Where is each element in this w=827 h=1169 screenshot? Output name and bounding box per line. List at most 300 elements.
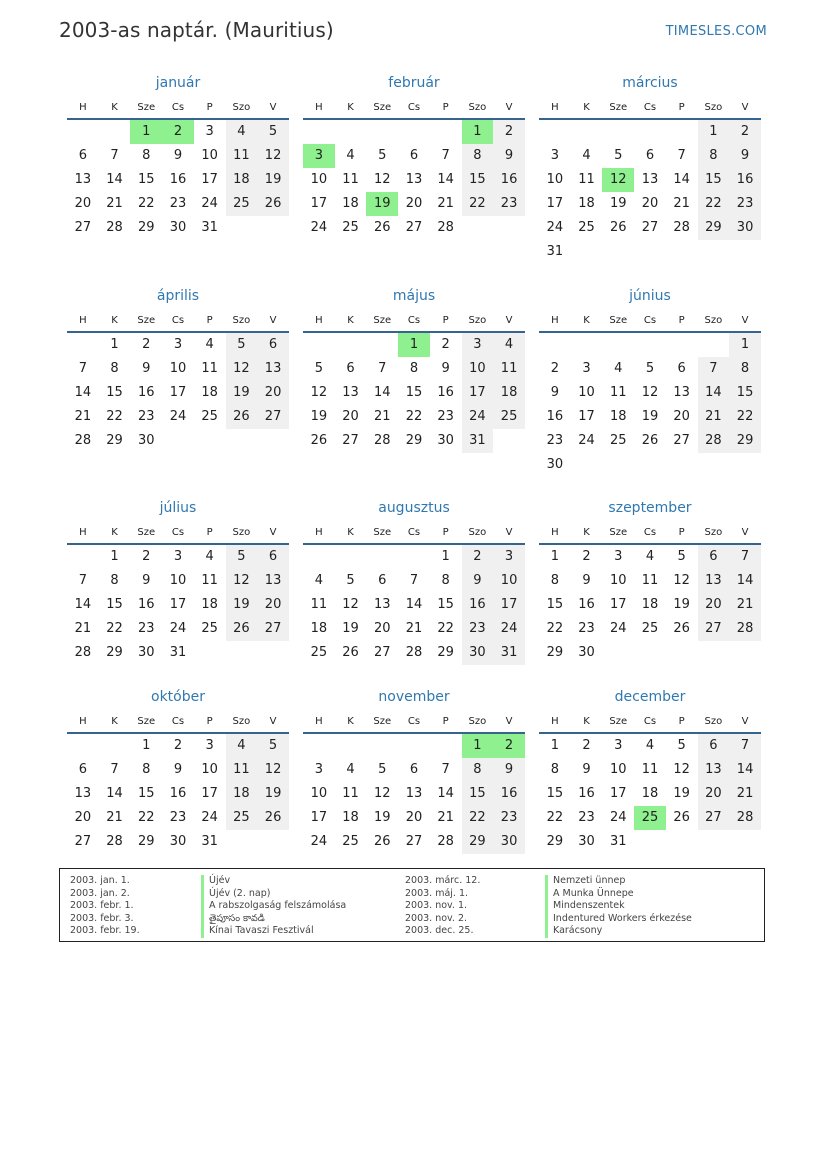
- day-cell: 17: [169, 597, 187, 612]
- empty-day: [430, 734, 462, 758]
- day-cell: 29: [106, 433, 123, 448]
- day-cell: 11: [201, 573, 218, 588]
- day-cell: 19: [673, 597, 690, 612]
- legend-holiday: Indentured Workers érkezése: [545, 913, 692, 926]
- day-cell: 29: [137, 834, 155, 849]
- day-cell: 1: [110, 337, 119, 352]
- weekday-label: H: [315, 101, 323, 113]
- legend-dates-right: [405, 875, 480, 938]
- empty-day: [666, 830, 698, 854]
- legend-date: 2003. jan. 1.: [70, 875, 130, 886]
- weekday-label: K: [111, 526, 118, 538]
- day-cell: 6: [645, 148, 655, 163]
- day-cell: 22: [437, 621, 454, 636]
- day-cell: 5: [614, 148, 623, 163]
- day-cell: 27: [74, 220, 92, 235]
- week-row: [539, 381, 761, 405]
- empty-day: [366, 545, 398, 569]
- week-row: [303, 806, 525, 830]
- weekday-label: Szo: [232, 715, 251, 727]
- empty-day: [571, 333, 603, 357]
- day-cell: 21: [106, 196, 123, 211]
- day-cell: 14: [106, 172, 123, 187]
- day-cell: 16: [137, 597, 155, 612]
- day-cell: 18: [226, 782, 258, 806]
- weekday-label: K: [111, 715, 118, 727]
- day-cell: 23: [578, 810, 595, 825]
- month-calendar: [67, 684, 289, 854]
- day-cell: 7: [729, 734, 761, 758]
- day-cell: 10: [462, 357, 494, 381]
- month-days: [303, 734, 525, 854]
- weekday-label: Sze: [609, 526, 628, 538]
- week-row: [67, 144, 289, 168]
- day-cell: 24: [493, 617, 525, 641]
- day-cell: 12: [602, 168, 634, 192]
- day-cell: 9: [441, 361, 450, 376]
- day-cell: 16: [493, 168, 525, 192]
- day-cell: 16: [546, 409, 564, 424]
- day-cell: 5: [257, 120, 289, 144]
- day-cell: 23: [546, 433, 564, 448]
- empty-day: [99, 120, 131, 144]
- month-days: [539, 333, 761, 477]
- day-cell: 5: [677, 738, 686, 753]
- weekday-label: Cs: [407, 101, 421, 113]
- weekday-header: [303, 96, 525, 120]
- day-cell: 13: [74, 172, 92, 187]
- week-row: [539, 357, 761, 381]
- day-cell: 1: [462, 120, 494, 144]
- day-cell: 26: [641, 433, 659, 448]
- day-cell: 2: [550, 361, 559, 376]
- empty-day: [602, 240, 634, 264]
- day-cell: 30: [462, 641, 494, 665]
- month-name: február: [388, 75, 440, 91]
- week-row: [539, 216, 761, 240]
- empty-day: [194, 641, 226, 665]
- day-cell: 6: [78, 762, 87, 777]
- day-cell: 17: [310, 196, 328, 211]
- day-cell: 29: [546, 834, 564, 849]
- day-cell: 26: [226, 405, 258, 429]
- weekday-label: Sze: [137, 101, 156, 113]
- day-cell: 28: [437, 834, 454, 849]
- month-calendar: [67, 495, 289, 665]
- day-cell: 25: [226, 192, 258, 216]
- day-cell: 10: [310, 172, 328, 187]
- week-row: [303, 405, 525, 429]
- weekday-header: [539, 96, 761, 120]
- weekday-label: Cs: [171, 715, 185, 727]
- day-cell: 16: [578, 597, 595, 612]
- day-cell: 27: [405, 834, 423, 849]
- day-cell: 14: [106, 786, 123, 801]
- day-cell: 2: [162, 120, 194, 144]
- day-cell: 6: [409, 762, 419, 777]
- weekday-header: [67, 521, 289, 545]
- weekday-label: Sze: [373, 314, 392, 326]
- week-row: [303, 192, 525, 216]
- weekday-label: V: [269, 526, 277, 538]
- week-row: [539, 641, 761, 665]
- day-cell: 3: [303, 144, 335, 168]
- empty-day: [698, 830, 730, 854]
- day-cell: 25: [641, 621, 659, 636]
- day-cell: 20: [257, 381, 289, 405]
- day-cell: 18: [226, 168, 258, 192]
- day-cell: 10: [169, 361, 187, 376]
- day-cell: 5: [314, 361, 323, 376]
- weekday-label: V: [505, 526, 513, 538]
- day-cell: 6: [346, 361, 355, 376]
- empty-day: [335, 545, 367, 569]
- day-cell: 17: [493, 593, 525, 617]
- weekday-label: V: [505, 715, 513, 727]
- weekday-label: Sze: [609, 101, 628, 113]
- day-cell: 4: [614, 361, 623, 376]
- day-cell: 9: [142, 361, 151, 376]
- day-cell: 31: [546, 244, 564, 259]
- week-row: [539, 806, 761, 830]
- week-row: [539, 782, 761, 806]
- weekday-label: Cs: [643, 101, 657, 113]
- day-cell: 19: [609, 196, 627, 211]
- week-row: [67, 333, 289, 357]
- weekday-label: Szo: [704, 715, 723, 727]
- day-cell: 27: [405, 220, 423, 235]
- day-cell: 19: [226, 381, 258, 405]
- day-cell: 11: [342, 172, 359, 187]
- day-cell: 26: [226, 617, 258, 641]
- day-cell: 20: [257, 593, 289, 617]
- day-cell: 24: [546, 220, 564, 235]
- day-cell: 25: [310, 645, 328, 660]
- weekday-label: P: [678, 101, 685, 113]
- weekday-label: V: [741, 526, 749, 538]
- empty-day: [194, 429, 226, 453]
- empty-day: [698, 333, 730, 357]
- day-cell: 12: [257, 758, 289, 782]
- weekday-label: Szo: [704, 101, 723, 113]
- empty-day: [257, 830, 289, 854]
- day-cell: 20: [698, 593, 730, 617]
- weekday-label: Sze: [609, 314, 628, 326]
- empty-day: [493, 216, 525, 240]
- day-cell: 15: [546, 597, 564, 612]
- day-cell: 22: [405, 409, 423, 424]
- day-cell: 13: [74, 786, 92, 801]
- month-days: [303, 333, 525, 453]
- day-cell: 6: [409, 148, 419, 163]
- empty-day: [602, 453, 634, 477]
- day-cell: 12: [226, 569, 258, 593]
- day-cell: 29: [106, 645, 123, 660]
- day-cell: 6: [698, 545, 730, 569]
- week-row: [67, 405, 289, 429]
- week-row: [539, 569, 761, 593]
- month-name: március: [622, 75, 678, 91]
- empty-day: [226, 429, 258, 453]
- weekday-label: Szo: [704, 526, 723, 538]
- page-title: 2003-as naptár. (Mauritius): [59, 18, 334, 42]
- week-row: [67, 381, 289, 405]
- day-cell: 12: [373, 786, 391, 801]
- weekday-label: K: [583, 314, 590, 326]
- day-cell: 19: [342, 621, 359, 636]
- week-row: [539, 144, 761, 168]
- day-cell: 14: [74, 597, 92, 612]
- day-cell: 24: [310, 220, 328, 235]
- empty-day: [398, 120, 430, 144]
- weekday-header: [67, 309, 289, 333]
- day-cell: 15: [546, 786, 564, 801]
- week-row: [303, 216, 525, 240]
- day-cell: 12: [673, 762, 690, 777]
- day-cell: 28: [698, 429, 730, 453]
- empty-day: [366, 120, 398, 144]
- day-cell: 19: [673, 786, 690, 801]
- day-cell: 22: [106, 621, 123, 636]
- day-cell: 25: [226, 806, 258, 830]
- day-cell: 9: [173, 762, 183, 777]
- day-cell: 4: [314, 573, 323, 588]
- day-cell: 10: [201, 148, 218, 163]
- day-cell: 20: [405, 196, 423, 211]
- month-days: [67, 734, 289, 854]
- brand-link[interactable]: TIMESLES.COM: [665, 24, 767, 39]
- week-row: [67, 617, 289, 641]
- day-cell: 25: [634, 806, 666, 830]
- month-calendar: [303, 70, 525, 240]
- day-cell: 10: [546, 172, 564, 187]
- weekday-label: Cs: [643, 715, 657, 727]
- day-cell: 19: [257, 782, 289, 806]
- week-row: [303, 429, 525, 453]
- day-cell: 12: [373, 172, 391, 187]
- day-cell: 27: [698, 806, 730, 830]
- day-cell: 13: [698, 569, 730, 593]
- day-cell: 29: [405, 433, 423, 448]
- week-row: [539, 453, 761, 477]
- day-cell: 30: [137, 645, 155, 660]
- day-cell: 16: [169, 786, 187, 801]
- day-cell: 5: [226, 333, 258, 357]
- weekday-header: [303, 309, 525, 333]
- day-cell: 28: [437, 220, 454, 235]
- day-cell: 13: [641, 172, 659, 187]
- weekday-label: K: [347, 526, 354, 538]
- empty-day: [257, 641, 289, 665]
- day-cell: 8: [462, 144, 494, 168]
- day-cell: 19: [257, 168, 289, 192]
- weekday-label: P: [206, 314, 213, 326]
- month-days: [303, 120, 525, 240]
- weekday-label: P: [442, 715, 449, 727]
- day-cell: 26: [673, 621, 690, 636]
- month-days: [67, 120, 289, 240]
- day-cell: 11: [609, 385, 627, 400]
- day-cell: 18: [342, 196, 359, 211]
- day-cell: 24: [578, 433, 595, 448]
- day-cell: 29: [546, 645, 564, 660]
- empty-day: [602, 120, 634, 144]
- day-cell: 30: [169, 834, 187, 849]
- weekday-label: Cs: [407, 715, 421, 727]
- day-cell: 3: [614, 738, 623, 753]
- week-row: [303, 758, 525, 782]
- legend-date: 2003. máj. 1.: [405, 887, 469, 899]
- month-calendar: [67, 70, 289, 240]
- day-cell: 21: [729, 782, 761, 806]
- day-cell: 3: [173, 337, 183, 352]
- day-cell: 1: [398, 333, 430, 357]
- day-cell: 24: [609, 810, 627, 825]
- day-cell: 29: [137, 220, 155, 235]
- day-cell: 8: [550, 573, 559, 588]
- empty-day: [226, 830, 258, 854]
- legend-date: 2003. dec. 25.: [405, 925, 474, 936]
- day-cell: 24: [201, 810, 218, 825]
- day-cell: 13: [698, 758, 730, 782]
- day-cell: 23: [169, 196, 187, 211]
- weekday-label: Sze: [137, 314, 156, 326]
- legend-date: 2003. jan. 2.: [70, 887, 130, 899]
- week-row: [67, 545, 289, 569]
- day-cell: 1: [110, 549, 119, 564]
- day-cell: 28: [405, 645, 423, 660]
- month-name: szeptember: [608, 500, 692, 516]
- day-cell: 7: [110, 148, 119, 163]
- week-row: [303, 168, 525, 192]
- day-cell: 2: [462, 545, 494, 569]
- day-cell: 20: [405, 810, 423, 825]
- day-cell: 11: [641, 573, 659, 588]
- day-cell: 24: [169, 409, 187, 424]
- weekday-label: H: [79, 715, 87, 727]
- day-cell: 23: [493, 806, 525, 830]
- day-cell: 27: [673, 433, 690, 448]
- legend-date: 2003. febr. 19.: [70, 925, 140, 936]
- day-cell: 28: [673, 220, 690, 235]
- week-row: [67, 216, 289, 240]
- legend-holiday: Kínai Tavaszi Fesztivál: [201, 925, 346, 938]
- week-row: [539, 405, 761, 429]
- week-row: [539, 593, 761, 617]
- empty-day: [634, 453, 666, 477]
- week-row: [67, 641, 289, 665]
- weekday-label: Sze: [609, 715, 628, 727]
- day-cell: 27: [74, 834, 92, 849]
- day-cell: 16: [462, 593, 494, 617]
- day-cell: 2: [142, 337, 151, 352]
- legend-names-right: [545, 875, 692, 938]
- week-row: [67, 806, 289, 830]
- weekday-label: H: [315, 715, 323, 727]
- day-cell: 15: [462, 168, 494, 192]
- day-cell: 9: [729, 144, 761, 168]
- day-cell: 13: [373, 597, 391, 612]
- day-cell: 19: [226, 593, 258, 617]
- day-cell: 17: [462, 381, 494, 405]
- weekday-label: P: [442, 101, 449, 113]
- weekday-label: H: [551, 314, 559, 326]
- day-cell: 10: [609, 573, 627, 588]
- empty-day: [462, 216, 494, 240]
- empty-day: [366, 333, 398, 357]
- week-row: [539, 168, 761, 192]
- weekday-label: H: [315, 526, 323, 538]
- day-cell: 10: [578, 385, 595, 400]
- month-name: november: [378, 689, 450, 705]
- day-cell: 20: [673, 409, 690, 424]
- legend-date: 2003. febr. 3.: [70, 912, 134, 924]
- day-cell: 9: [493, 144, 525, 168]
- day-cell: 4: [346, 762, 355, 777]
- day-cell: 3: [462, 333, 494, 357]
- day-cell: 25: [201, 621, 218, 636]
- day-cell: 2: [173, 738, 183, 753]
- day-cell: 9: [173, 148, 183, 163]
- weekday-label: P: [442, 526, 449, 538]
- day-cell: 21: [373, 409, 391, 424]
- week-row: [67, 120, 289, 144]
- weekday-label: H: [315, 314, 323, 326]
- day-cell: 16: [137, 385, 155, 400]
- day-cell: 13: [405, 172, 423, 187]
- day-cell: 18: [201, 597, 218, 612]
- empty-day: [493, 429, 525, 453]
- empty-day: [729, 240, 761, 264]
- day-cell: 21: [74, 621, 92, 636]
- day-cell: 5: [677, 549, 686, 564]
- day-cell: 14: [74, 385, 92, 400]
- day-cell: 22: [137, 810, 155, 825]
- day-cell: 25: [201, 409, 218, 424]
- day-cell: 22: [462, 806, 494, 830]
- day-cell: 1: [550, 738, 559, 753]
- month-days: [67, 545, 289, 665]
- weekday-label: V: [505, 314, 513, 326]
- month-days: [67, 333, 289, 453]
- day-cell: 22: [546, 810, 564, 825]
- week-row: [539, 734, 761, 758]
- day-cell: 21: [437, 810, 454, 825]
- day-cell: 4: [226, 120, 258, 144]
- day-cell: 8: [110, 361, 119, 376]
- weekday-label: Cs: [171, 314, 185, 326]
- day-cell: 14: [729, 758, 761, 782]
- week-row: [303, 734, 525, 758]
- day-cell: 15: [437, 597, 454, 612]
- day-cell: 11: [342, 786, 359, 801]
- week-row: [67, 429, 289, 453]
- day-cell: 5: [378, 148, 387, 163]
- day-cell: 6: [257, 545, 289, 569]
- day-cell: 14: [405, 597, 423, 612]
- day-cell: 11: [201, 361, 218, 376]
- empty-day: [257, 429, 289, 453]
- day-cell: 18: [578, 196, 595, 211]
- day-cell: 5: [226, 545, 258, 569]
- empty-day: [162, 429, 194, 453]
- day-cell: 30: [578, 834, 595, 849]
- month-calendar: [539, 684, 761, 854]
- day-cell: 21: [405, 621, 423, 636]
- day-cell: 12: [310, 385, 328, 400]
- day-cell: 22: [462, 192, 494, 216]
- day-cell: 21: [74, 409, 92, 424]
